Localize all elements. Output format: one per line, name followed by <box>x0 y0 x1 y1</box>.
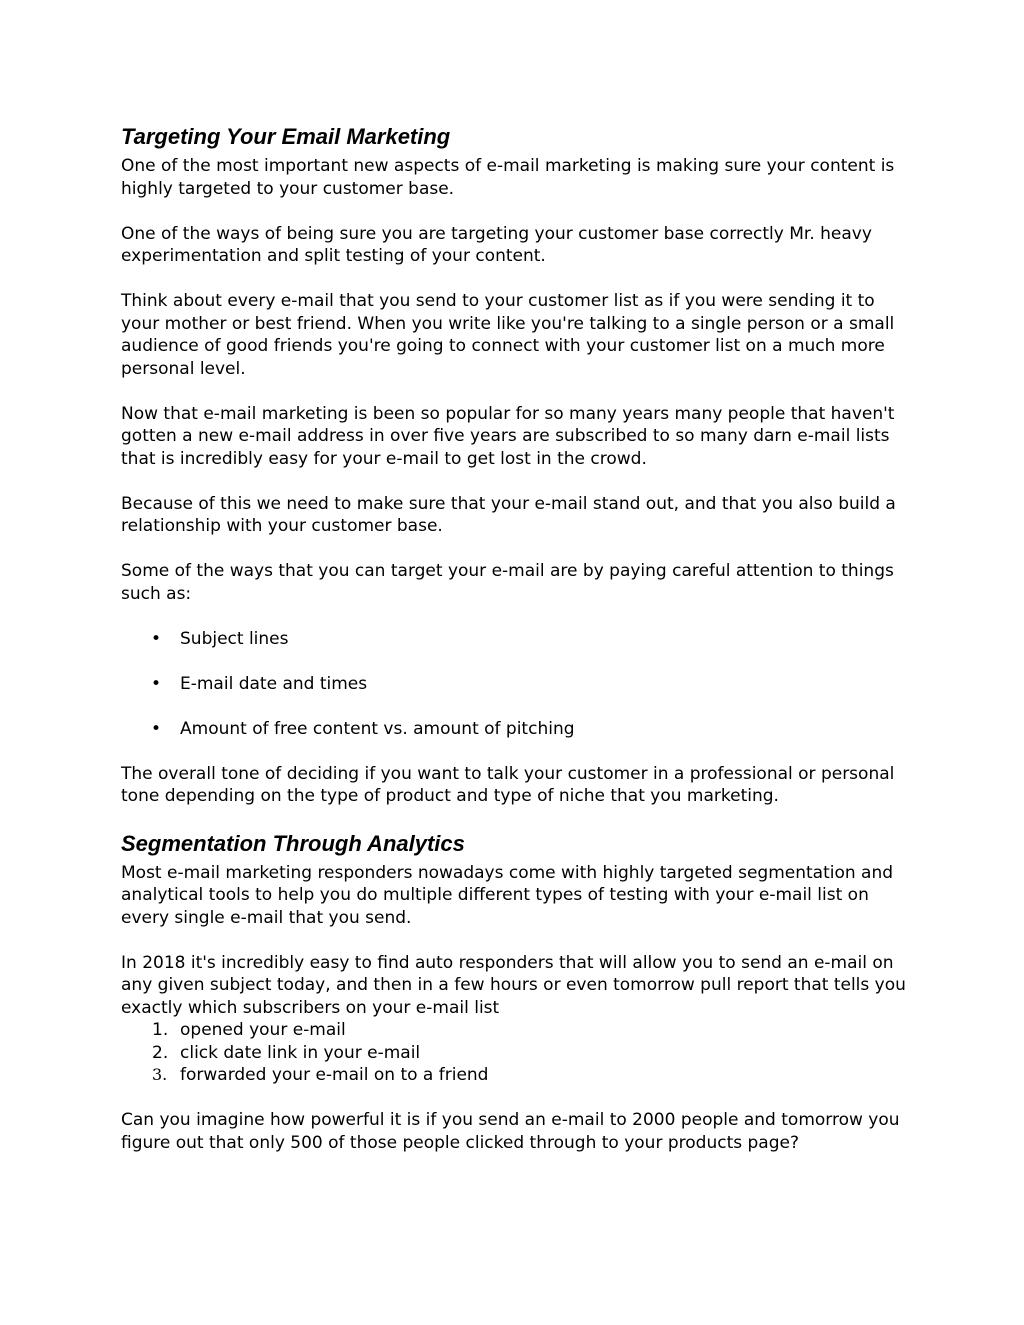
list-item <box>121 1042 911 1065</box>
section-heading-segmentation: Segmentation Through Analytics <box>121 830 465 856</box>
list-item-text: Amount of free content vs. amount of pitching <box>180 718 575 739</box>
section-heading-targeting: Targeting Your Email Marketing <box>121 124 451 149</box>
document-page <box>121 122 911 1154</box>
list-number: 1. <box>152 1020 169 1040</box>
paragraph: The overall tone of deciding if you want to talk your customer in a professional or personal tone depending on the type of product and type of niche that you marketing. <box>121 763 895 806</box>
list-item-text: opened your e-mail <box>180 1020 346 1040</box>
bullet-icon: • <box>151 718 162 739</box>
list-item-text: forwarded your e-mail on to a friend <box>180 1065 489 1085</box>
paragraph: Most e-mail marketing responders nowadays come with highly targeted segmentation and analytical tools to help you do multiple different types of testing with your e-mail list on every single e-mail that you send. <box>121 862 894 928</box>
list-item <box>121 673 911 696</box>
paragraph: One of the most important new aspects of e-mail marketing is making sure your content is highly targeted to your customer base. <box>121 156 895 199</box>
numbered-list <box>121 1019 911 1087</box>
bullet-list <box>121 628 911 741</box>
paragraph: Because of this we need to make sure that your e-mail stand out, and that you also build a relationship with your customer base. <box>121 493 896 536</box>
paragraph: Can you imagine how powerful it is if you send an e-mail to 2000 people and tomorrow you figure out that only 500 of those people clicked through to your products page? <box>121 1110 900 1153</box>
paragraph: One of the ways of being sure you are targeting your customer base correctly Mr. heavy experimentation and split testing of your content. <box>121 223 872 266</box>
paragraph: Think about every e-mail that you send to your customer list as if you were sending it to your mother or best friend. When you write like you're talking to a single person or a small audience of good friends you're going to connect with your customer list on a much more personal level. <box>121 291 895 379</box>
list-item-text: Subject lines <box>180 628 289 649</box>
list-number: 3. <box>152 1065 168 1084</box>
list-number: 2. <box>152 1042 169 1063</box>
list-item <box>121 718 911 741</box>
list-item <box>121 1064 911 1087</box>
list-item <box>121 1019 911 1042</box>
list-item <box>121 628 911 651</box>
paragraph: Now that e-mail marketing is been so popular for so many years many people that haven't gotten a new e-mail address in over five years are subscribed to so many darn e-mail lists that is incredibly easy for your e-mail to get lost in the crowd. <box>121 403 895 469</box>
paragraph: In 2018 it's incredibly easy to find auto responders that will allow you to send an e-mail on any given subject today, and then in a few hours or even tomorrow pull report that tells you exactly which subscribers on your e-mail list <box>121 952 906 1018</box>
bullet-icon: • <box>151 628 162 649</box>
bullet-icon: • <box>151 673 162 694</box>
list-item-text: E-mail date and times <box>180 673 368 694</box>
paragraph: Some of the ways that you can target your e-mail are by paying careful attention to things such as: <box>121 561 894 604</box>
list-item-text: click date link in your e-mail <box>180 1042 421 1063</box>
